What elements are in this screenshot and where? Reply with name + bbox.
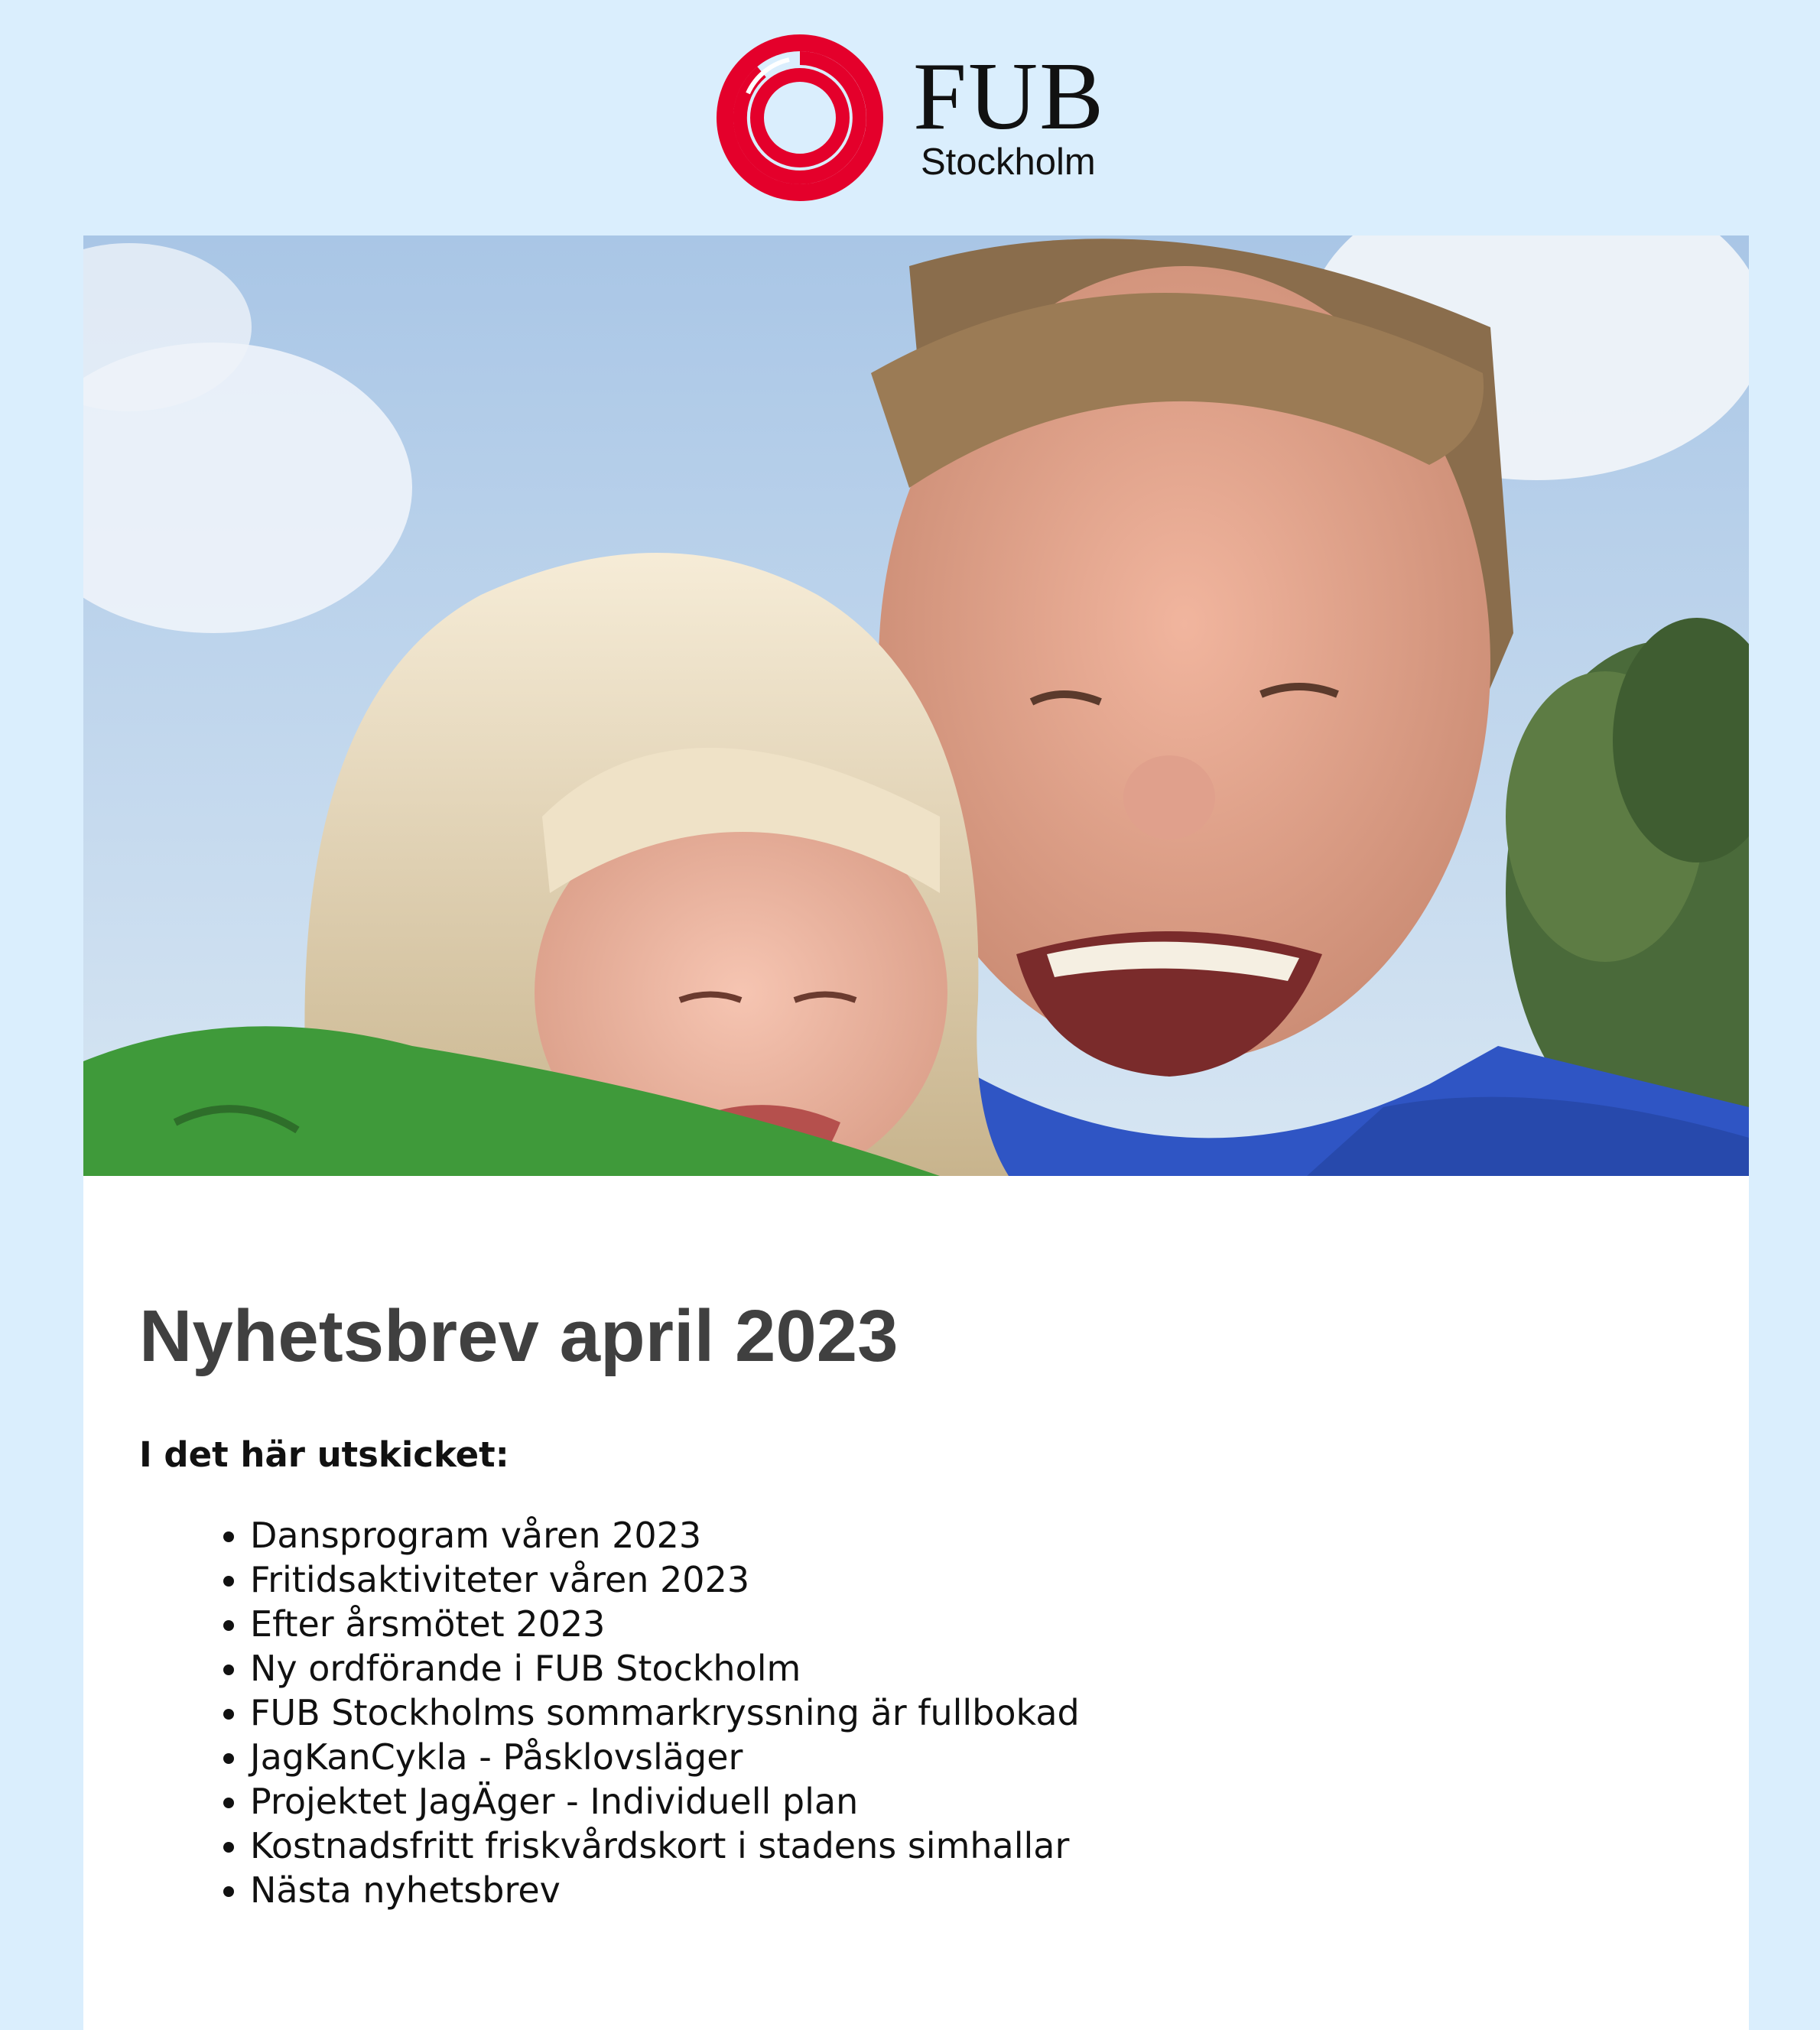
hero-photo-icon <box>83 235 1749 1176</box>
list-item: • Kostnadsfritt friskvårdskort i stadens simhallar <box>250 1824 1692 1868</box>
newsletter-content <box>139 1294 1692 1912</box>
list-item: • Projektet JagÄger - Individuell plan <box>250 1779 1692 1824</box>
hero-image <box>83 235 1749 1176</box>
list-item: • FUB Stockholms sommarkryssning är fullbokad <box>250 1691 1692 1735</box>
header <box>0 0 1820 235</box>
fub-stockholm-logo[interactable] <box>716 34 1113 202</box>
list-item: • JagKanCykla - Påsklovsläger <box>250 1735 1692 1779</box>
logo-brand-text: FUB <box>913 44 1106 150</box>
logo-city-text: Stockholm <box>921 141 1096 183</box>
fub-ring-icon <box>716 34 884 202</box>
page-title: Nyhetsbrev april 2023 <box>139 1295 899 1377</box>
list-item: • Fritidsaktiviteter våren 2023 <box>250 1557 1692 1602</box>
list-item: • Nästa nyhetsbrev <box>250 1868 1692 1912</box>
toc-intro: I det här utskicket: <box>139 1434 509 1475</box>
list-item: • Ny ordförande i FUB Stockholm <box>250 1646 1692 1691</box>
list-item: • Efter årsmötet 2023 <box>250 1602 1692 1646</box>
newsletter-card <box>83 235 1749 2030</box>
table-of-contents <box>139 1513 1692 1912</box>
list-item: • Dansprogram våren 2023 <box>250 1513 1692 1557</box>
